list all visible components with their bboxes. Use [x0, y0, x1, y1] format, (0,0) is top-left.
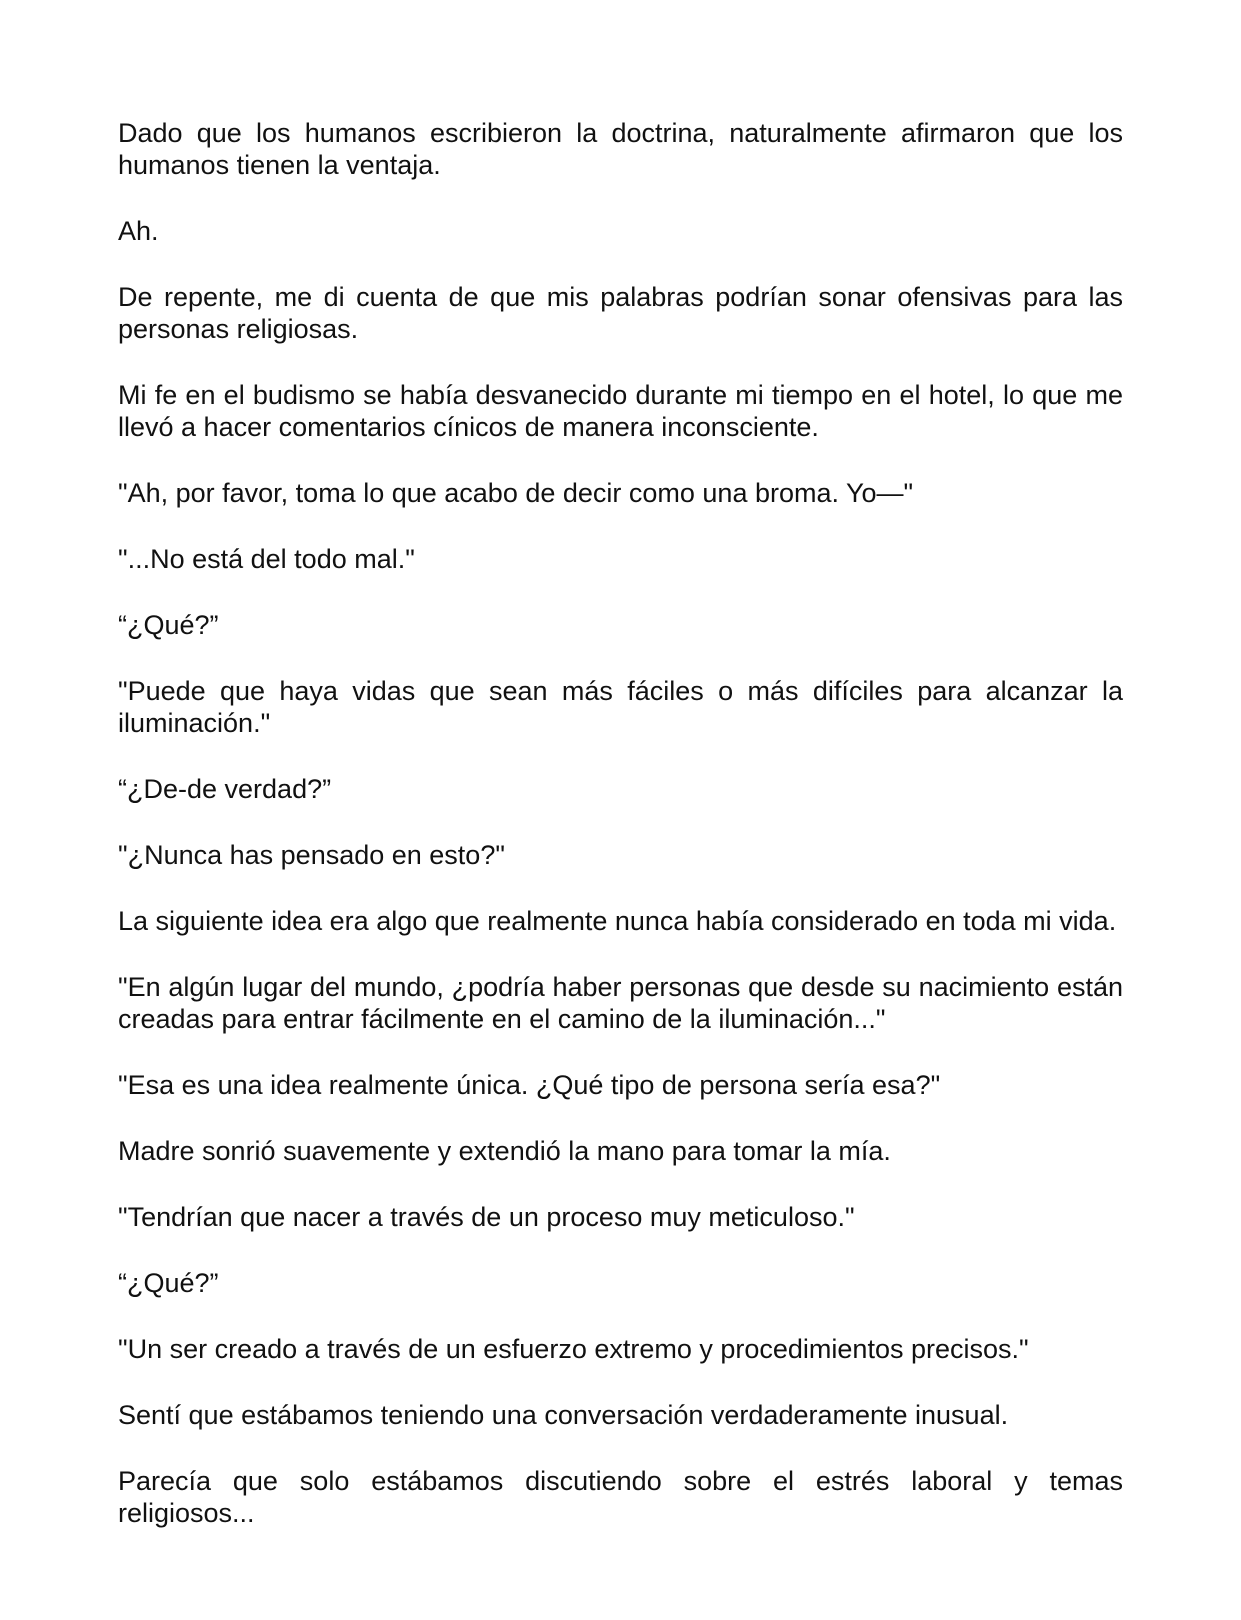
paragraph: Parecía que solo estábamos discutiendo sobre el estrés laboral y temas religiosos...	[118, 1466, 1123, 1528]
paragraph: Dado que los humanos escribieron la doctrina, naturalmente afirmaron que los humanos tienen la ventaja.	[118, 118, 1123, 180]
paragraph: "En algún lugar del mundo, ¿podría haber personas que desde su nacimiento están creadas para entrar fácilmente en el camino de la iluminación..."	[118, 972, 1123, 1034]
document-body	[118, 117, 1123, 1563]
paragraph: Ah.	[118, 216, 159, 246]
paragraph: “¿Qué?”	[118, 1268, 219, 1298]
paragraph: De repente, me di cuenta de que mis palabras podrían sonar ofensivas para las personas religiosas.	[118, 282, 1123, 344]
paragraph: "Puede que haya vidas que sean más fáciles o más difíciles para alcanzar la iluminación."	[118, 676, 1123, 738]
paragraph: "Un ser creado a través de un esfuerzo extremo y procedimientos precisos."	[118, 1334, 1029, 1364]
paragraph: La siguiente idea era algo que realmente nunca había considerado en toda mi vida.	[118, 906, 1117, 936]
paragraph: "...No está del todo mal."	[118, 544, 415, 574]
paragraph: Mi fe en el budismo se había desvanecido durante mi tiempo en el hotel, lo que me llevó a hacer comentarios cínicos de manera inconsciente.	[118, 380, 1123, 442]
paragraph: “¿Qué?”	[118, 610, 219, 640]
paragraph: Sentí que estábamos teniendo una conversación verdaderamente inusual.	[118, 1400, 1009, 1430]
paragraph: "Ah, por favor, toma lo que acabo de decir como una broma. Yo—"	[118, 478, 914, 508]
paragraph: “¿De-de verdad?”	[118, 774, 332, 804]
paragraph: "¿Nunca has pensado en esto?"	[118, 840, 505, 870]
paragraph: Madre sonrió suavemente y extendió la mano para tomar la mía.	[118, 1136, 891, 1166]
paragraph: "Tendrían que nacer a través de un proceso muy meticuloso."	[118, 1202, 855, 1232]
paragraph: "Esa es una idea realmente única. ¿Qué tipo de persona sería esa?"	[118, 1070, 941, 1100]
